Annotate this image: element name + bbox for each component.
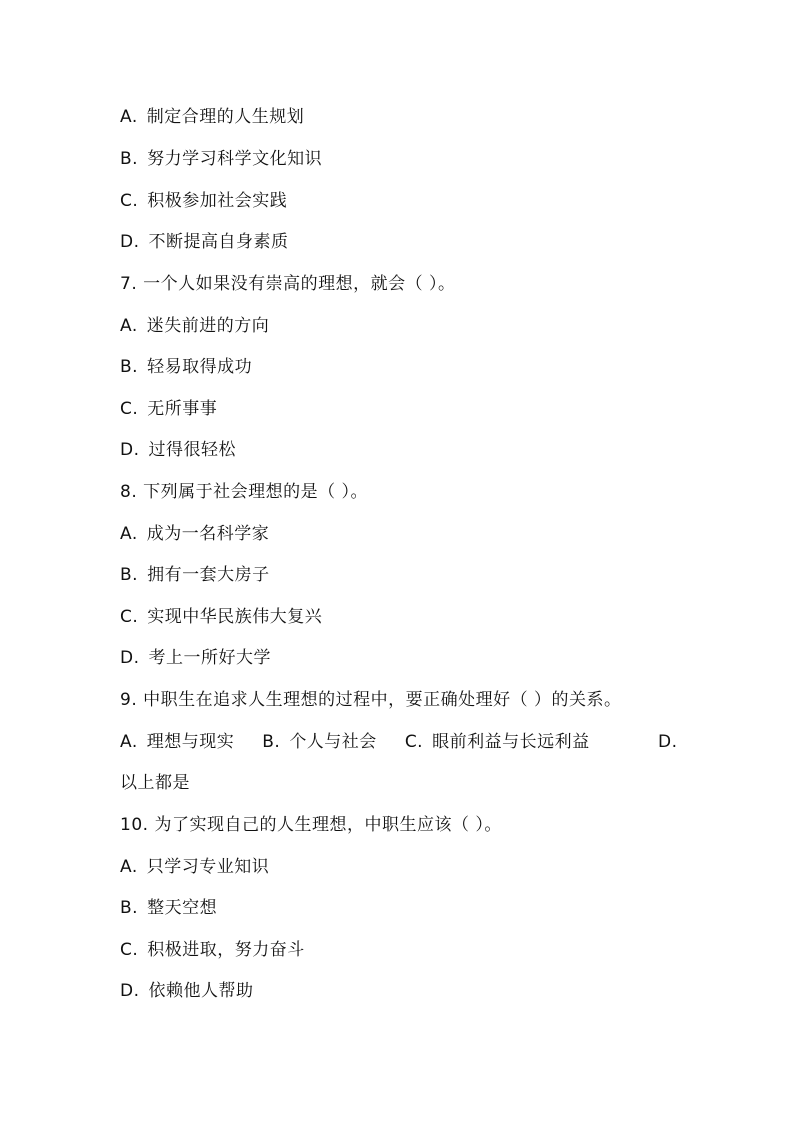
q8-stem: 8. 下列属于社会理想的是（ ）。 — [120, 482, 369, 502]
option-text: 整天空想 — [147, 898, 218, 918]
q7-option-a — [120, 314, 269, 338]
option-mark: A. — [120, 857, 138, 877]
q8-option-b — [120, 563, 270, 587]
option-text: 成为一名科学家 — [146, 524, 270, 544]
option-mark: B. — [120, 149, 139, 169]
option-mark: A. — [120, 316, 138, 336]
q6-option-a — [120, 105, 304, 129]
option-mark: C. — [120, 940, 139, 960]
option-mark: D. — [120, 981, 140, 1001]
q7-option-b — [120, 355, 252, 379]
option-text: 不断提高自身素质 — [148, 232, 289, 252]
option-mark: D. — [120, 648, 140, 668]
q9-option-d-mark: D. — [658, 732, 678, 752]
q7-option-c — [120, 397, 217, 421]
q10-option-b — [120, 896, 217, 920]
option-text: 考上一所好大学 — [148, 648, 271, 668]
q8-option-d — [120, 646, 271, 670]
option-mark: C. — [120, 607, 139, 627]
q9-option-b — [262, 730, 377, 754]
option-mark: D. — [120, 232, 140, 252]
q6-option-c — [120, 189, 287, 213]
option-text: 轻易取得成功 — [147, 357, 253, 377]
option-mark: A. — [120, 524, 138, 544]
option-mark: C. — [120, 191, 139, 211]
option-text: 积极参加社会实践 — [147, 191, 288, 211]
option-text: 依赖他人帮助 — [148, 981, 254, 1001]
option-mark: C. — [120, 399, 139, 419]
option-text: 实现中华民族伟大复兴 — [147, 607, 323, 627]
q6-option-d — [120, 230, 289, 254]
q9-option-c — [405, 730, 590, 754]
option-text: 无所事事 — [147, 399, 218, 419]
q6-option-b — [120, 147, 322, 171]
q8-option-a — [120, 522, 269, 546]
q8-option-c — [120, 605, 322, 629]
q10-option-c — [120, 938, 305, 962]
q9-options-row — [120, 730, 680, 754]
option-text: 迷失前进的方向 — [146, 316, 270, 336]
q7-stem: 7. 一个人如果没有崇高的理想，就会（ ）。 — [120, 274, 456, 294]
option-mark: D. — [120, 440, 140, 460]
q10-option-d — [120, 979, 254, 1003]
option-text: 拥有一套大房子 — [147, 565, 270, 585]
option-mark: B. — [120, 565, 139, 585]
option-text: 制定合理的人生规划 — [146, 107, 305, 127]
option-text: 个人与社会 — [289, 732, 377, 752]
option-text: 理想与现实 — [146, 732, 235, 752]
option-mark: A. — [120, 732, 138, 752]
option-text: 努力学习科学文化知识 — [147, 149, 323, 169]
q9-option-d-text: 以上都是 — [120, 773, 190, 793]
option-text: 眼前利益与长远利益 — [432, 732, 590, 752]
option-mark: B. — [120, 357, 139, 377]
q9-option-a — [120, 730, 234, 754]
option-mark: B. — [120, 898, 139, 918]
option-mark: B. — [262, 732, 281, 752]
option-mark: C. — [404, 732, 424, 752]
option-text: 积极进取，努力奋斗 — [147, 940, 305, 960]
q7-option-d — [120, 438, 236, 462]
q9-stem: 9. 中职生在追求人生理想的过程中，要正确处理好（ ）的关系。 — [120, 690, 622, 710]
q10-stem: 10. 为了实现自己的人生理想，中职生应该（ ）。 — [120, 815, 502, 835]
option-text: 只学习专业知识 — [146, 857, 270, 877]
q10-option-a — [120, 855, 269, 879]
option-text: 过得很轻松 — [148, 440, 236, 460]
option-mark: A. — [120, 107, 138, 127]
